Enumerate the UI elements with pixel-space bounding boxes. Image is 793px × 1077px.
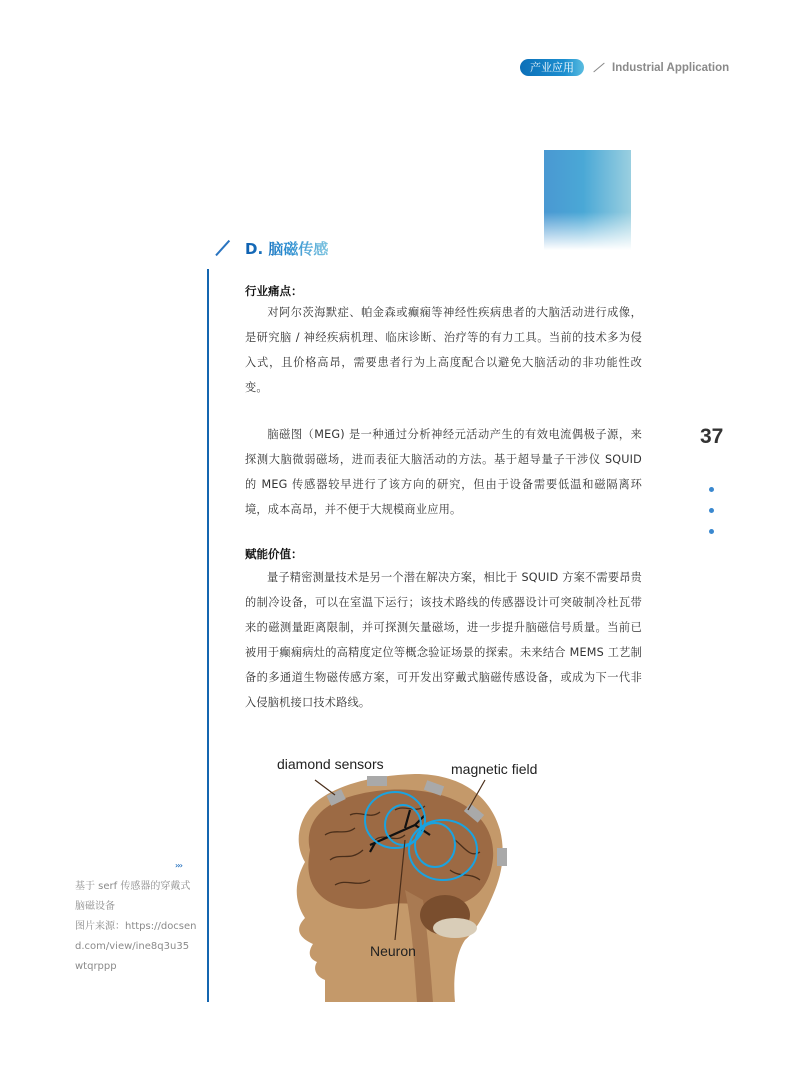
nav-dot: [709, 508, 714, 513]
head-diagram-icon: [255, 740, 555, 1003]
slash-decoration: [215, 240, 229, 256]
slash-divider: [592, 62, 604, 74]
category-english: Industrial Application: [612, 61, 730, 74]
figure-caption: [75, 877, 197, 977]
pain-points-heading: 行业痛点：: [245, 284, 303, 298]
left-vertical-rule: [207, 269, 209, 1002]
label-diamond-sensors: diamond sensors: [277, 756, 384, 772]
value-heading: 赋能价值：: [245, 547, 303, 561]
page-number: 37: [700, 425, 724, 448]
pain-points-paragraph-2: 脑磁图（MEG) 是一种通过分析神经元活动产生的有效电流偶极子源，来探测大脑微弱磁场，进而表征大脑活动的方法。基于超导量子干涉仪 SQUID 的 MEG 传感器较早进行了该方向的研究，但由于设备需要低温和磁隔离环境，成本高昂，并不便于大规模商业应用。: [245, 428, 642, 516]
page-header: [520, 59, 729, 76]
section-title: D. 脑磁传感: [245, 240, 329, 258]
brain-meg-illustration: [255, 740, 555, 1003]
decorative-gradient-block: [544, 150, 631, 250]
nav-dot: [709, 529, 714, 534]
label-neuron: Neuron: [370, 943, 416, 959]
label-magnetic-field: magnetic field: [451, 761, 538, 777]
nav-dot: [709, 487, 714, 492]
caption-source: 图片来源：https://docsend.com/view/ine8q3u35wtqrppp: [75, 921, 197, 972]
caption-arrow-icon: ›››: [175, 861, 182, 870]
value-paragraph: 量子精密测量技术是另一个潜在解决方案，相比于 SQUID 方案不需要昂贵的制冷设备，可以在室温下运行；该技术路线的传感器设计可突破制冷杜瓦带来的磁测量距离限制，并可探测矢量磁场，进一步提升脑磁信号质量。当前已被用于癫痫病灶的高精度定位等概念验证场景的探索。未来结合 MEMS 工艺制备的多通道生物磁传感方案，可开发出穿戴式脑磁传感设备，或成为下一代非入侵脑机接口技术路线。: [245, 571, 642, 709]
category-badge: 产业应用: [520, 59, 584, 76]
caption-title: 基于 serf 传感器的穿戴式脑磁设备: [75, 881, 191, 912]
pain-points-paragraph-1: 对阿尔茨海默症、帕金森或癫痫等神经性疾病患者的大脑活动进行成像，是研究脑 / 神经疾病机理、临床诊断、治疗等的有力工具。当前的技术多为侵入式，且价格高昂，需要患者行为上高度配合以避免大脑活动的非功能性改变。: [245, 306, 642, 394]
